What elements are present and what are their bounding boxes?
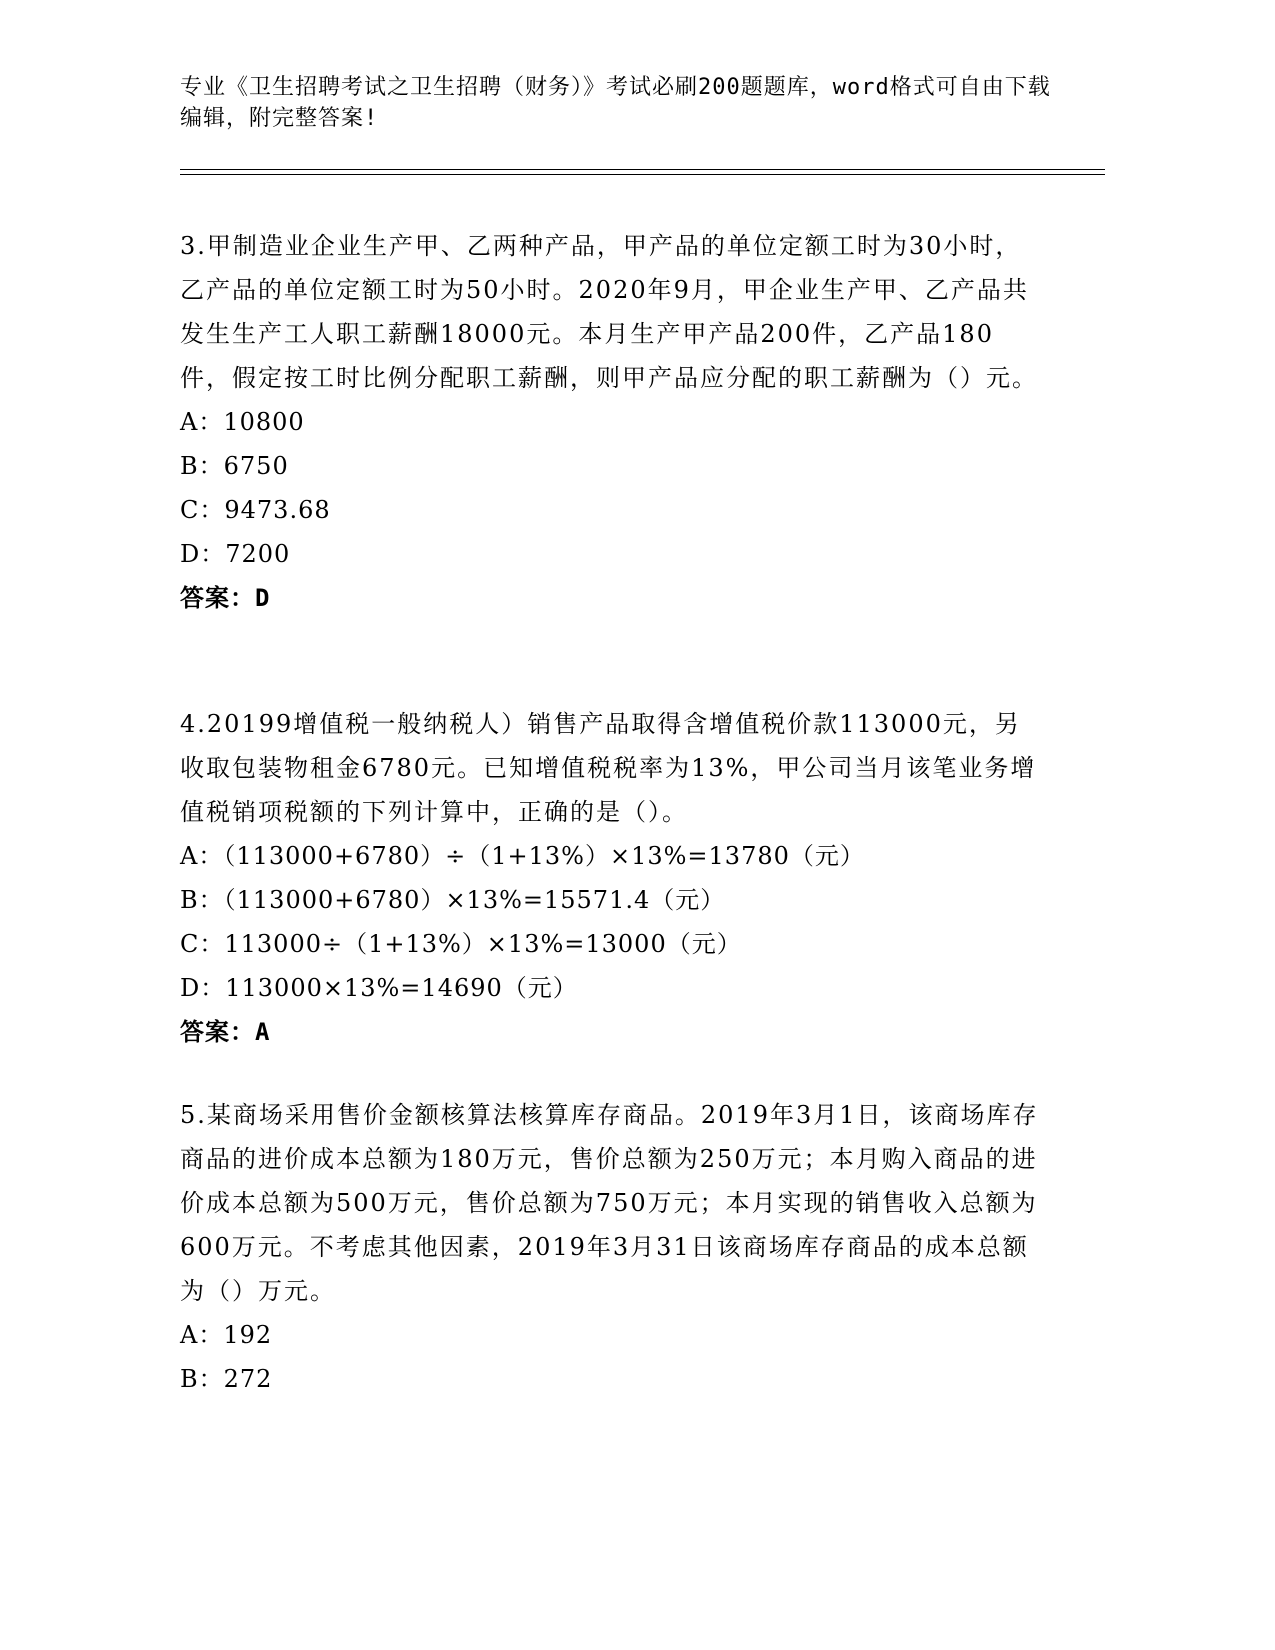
document-header: 专业《卫生招聘考试之卫生招聘（财务）》考试必刷200题题库，word格式可自由下载编辑，附完整答案! <box>180 75 1051 131</box>
option-a: A：10800 <box>180 408 305 436</box>
header-rule-top <box>180 169 1105 170</box>
option-c: C：9473.68 <box>180 496 331 524</box>
question-stem: 3.甲制造业企业生产甲、乙两种产品，甲产品的单位定额工时为30小时，乙产品的单位定额工时为50小时。2020年9月，甲企业生产甲、乙产品共发生生产工人职工薪酬18000元。本月生产甲产品200件，乙产品180件，假定按工时比例分配职工薪酬，则甲产品应分配的职工薪酬为（）元。 <box>180 232 1038 392</box>
question-3 <box>180 224 1040 620</box>
question-4 <box>180 702 1040 1054</box>
question-5 <box>180 1093 1040 1401</box>
answer: 答案：A <box>180 1018 271 1046</box>
option-a: A：192 <box>180 1321 273 1349</box>
option-b: B：（113000+6780）×13%=15571.4（元） <box>180 886 726 914</box>
question-stem: 4.20199增值税一般纳税人）销售产品取得含增值税价款113000元，另收取包装物租金6780元。已知增值税税率为13%，甲公司当月该笔业务增值税销项税额的下列计算中，正确的是（）。 <box>180 710 1037 826</box>
option-b: B：6750 <box>180 452 289 480</box>
option-d: D：7200 <box>180 540 291 568</box>
option-b: B：272 <box>180 1365 273 1393</box>
option-a: A：（113000+6780）÷（1+13%）×13%=13780（元） <box>180 842 865 870</box>
header-rule-bottom <box>180 174 1105 175</box>
answer: 答案：D <box>180 584 271 612</box>
option-c: C：113000÷（1+13%）×13%=13000（元） <box>180 930 742 958</box>
question-stem: 5.某商场采用售价金额核算法核算库存商品。2019年3月1日，该商场库存商品的进价成本总额为180万元，售价总额为250万元；本月购入商品的进价成本总额为500万元，售价总额为750万元；本月实现的销售收入总额为600万元。不考虑其他因素，2019年3月31日该商场库存商品的成本总额为（）万元。 <box>180 1101 1039 1305</box>
option-d: D：113000×13%=14690（元） <box>180 974 578 1002</box>
